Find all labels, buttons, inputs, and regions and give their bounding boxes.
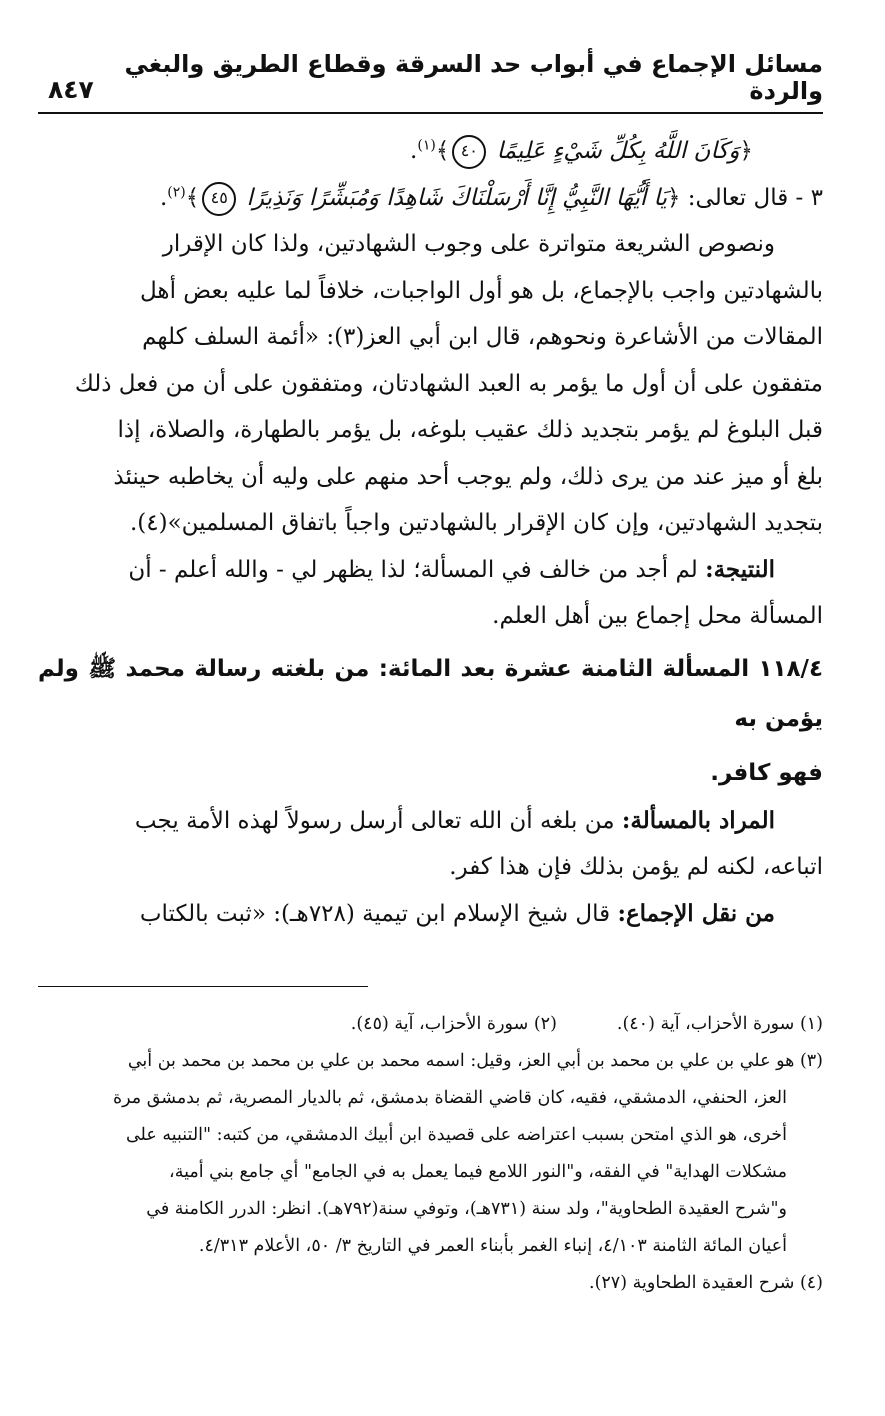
footnote-line: مشكلات الهداية" في الفقه، و"النور اللامع فيما يعمل به في الجامع" أي جامع بني أمية، [169,1162,787,1182]
main-text [38,128,823,937]
meaning-line [38,798,823,845]
page-number: ٨٤٧ [48,75,94,104]
section-title-cont: فهو كافر. [710,759,823,786]
footnote-2 [351,1006,557,1043]
footnote-line: العز، الحنفي، الدمشقي، فقيه، كان قاضي القضاة بدمشق، ثم بالديار المصرية، ثم بدمشق مرة [112,1088,787,1108]
footnote-ref: (٢) [167,183,186,200]
item-3-line: ٣ - قال تعالى: ﴿يَا أَيُّهَا النَّبِيُّ إِنَّا أَرْسَلْنَاكَ شَاهِدًا وَمُبَشِّرًا وَنَذِيرًا ٤٥﴾$^{(٢)}$. [38,175,823,222]
footnote-line: هو علي بن علي بن محمد بن أبي العز، وقيل: اسمه محمد بن علي بن محمد بن محمد بن أبي [127,1051,795,1071]
running-title: مسائل الإجماع في أبواب حد السرقة وقطاع الطريق والبغي والردة [124,50,823,105]
section-title: ١١٨/٤ المسألة الثامنة عشرة بعد المائة: من بلغته رسالة محمد ﷺ ولم يؤمن به [38,655,823,732]
footnote-3 [38,1043,823,1265]
paragraph-line: المقالات من الأشاعرة ونحوهم، قال ابن أبي العز(٣): «أئمة السلف كلهم [142,324,823,350]
footnote-4 [38,1265,823,1302]
paragraph-line: بتجديد الشهادتين، وإن كان الإقرار بالشهادتين واجباً باتفاق المسلمين»(٤). [129,510,823,536]
footnote-ref: (١) [417,137,436,154]
footnotes [38,1006,823,1302]
paragraph-line: متفقون على أن أول ما يؤمر به العبد الشهادتان، ومتفقون على أن من فعل ذلك [74,370,823,397]
footnote-line: و"شرح العقيدة الطحاوية"، ولد سنة (٧٣١هـ)، وتوفي سنة(٧٩٢هـ). انظر: الدرر الكامنة في [146,1199,787,1219]
meaning-text: من بلغه أن الله تعالى أرسل رسولاً لهذه الأمة يجب [134,807,615,834]
paragraph-line: قبل البلوغ لم يؤمر بتجديد ذلك عقيب بلوغه، بل يؤمر بالطهارة، والصلاة، إذا [117,417,823,443]
paragraph-line: بالشهادتين واجب بالإجماع، بل هو أول الواجبات، خلافاً لما عليه بعض أهل [140,277,823,304]
meaning-label: المراد بالمسألة: [621,806,775,834]
footnote-line: أعيان المائة الثامنة ٤/١٠٣، إنباء الغمر بأبناء العمر في التاريخ ٣/ ٥٠، الأعلام ٤/٣١٣. [198,1236,787,1256]
verse-line-1: ﴿وَكَانَ اللَّهُ بِكُلِّ شَيْءٍ عَلِيمًا ٤٠﴾$^{(١)}$. [38,128,823,175]
footnote-line: أخرى، هو الذي امتحن بسبب اعتراضه على قصيدة ابن أبيك الدمشقي، من كتبه: "التنبيه على [125,1125,787,1145]
result-line-2: المسألة محل إجماع بين أهل العلم. [492,603,823,629]
footnote-divider [38,986,368,987]
transmit-text: قال شيخ الإسلام ابن تيمية (٧٢٨هـ): «ثبت بالكتاب [139,900,611,927]
paragraph-line: بلغ أو ميز عند من يرى ذلك، ولم يوجب أحد منهم على وليه أن يخاطبه حينئذ [113,463,823,490]
page-header [38,50,823,114]
footnote-row-1-2 [38,1006,823,1043]
result-text: لم أجد من خالف في المسألة؛ لذا يظهر لي - والله أعلم - أن [128,556,698,583]
transmit-line [38,891,823,938]
footnote-1 [617,1006,823,1043]
book-page [38,50,823,1398]
footnote-text: سورة الأحزاب، آية (٤٠). [616,1014,795,1034]
item-3-prefix: ٣ - قال تعالى: [687,184,823,211]
footnote-number: (٣) [799,1051,823,1071]
footnote-number: (١) [799,1014,823,1034]
meaning-line-2: اتباعه، لكنه لم يؤمن بذلك فإن هذا كفر. [449,854,823,880]
transmit-label: من نقل الإجماع: [617,899,775,927]
quran-verse-1: وَكَانَ اللَّهُ بِكُلِّ شَيْءٍ عَلِيمًا [496,138,740,164]
footnote-text: سورة الأحزاب، آية (٤٥). [350,1014,529,1034]
result-line [38,547,823,594]
ayah-number-badge: ٤٠ [452,135,486,169]
ayah-number-badge: ٤٥ [202,182,236,216]
result-label: النتيجة: [705,555,775,583]
paragraph-shahadatayn [38,221,823,547]
footnote-text: شرح العقيدة الطحاوية (٢٧). [589,1273,795,1293]
quran-verse-2: يَا أَيُّهَا النَّبِيُّ إِنَّا أَرْسَلْنَاكَ شَاهِدًا وَمُبَشِّرًا وَنَذِيرًا [246,184,667,211]
paragraph-line: ونصوص الشريعة متواترة على وجوب الشهادتين، ولذا كان الإقرار [162,231,775,257]
footnote-number: (٢) [533,1014,557,1034]
footnote-number: (٤) [799,1273,823,1293]
